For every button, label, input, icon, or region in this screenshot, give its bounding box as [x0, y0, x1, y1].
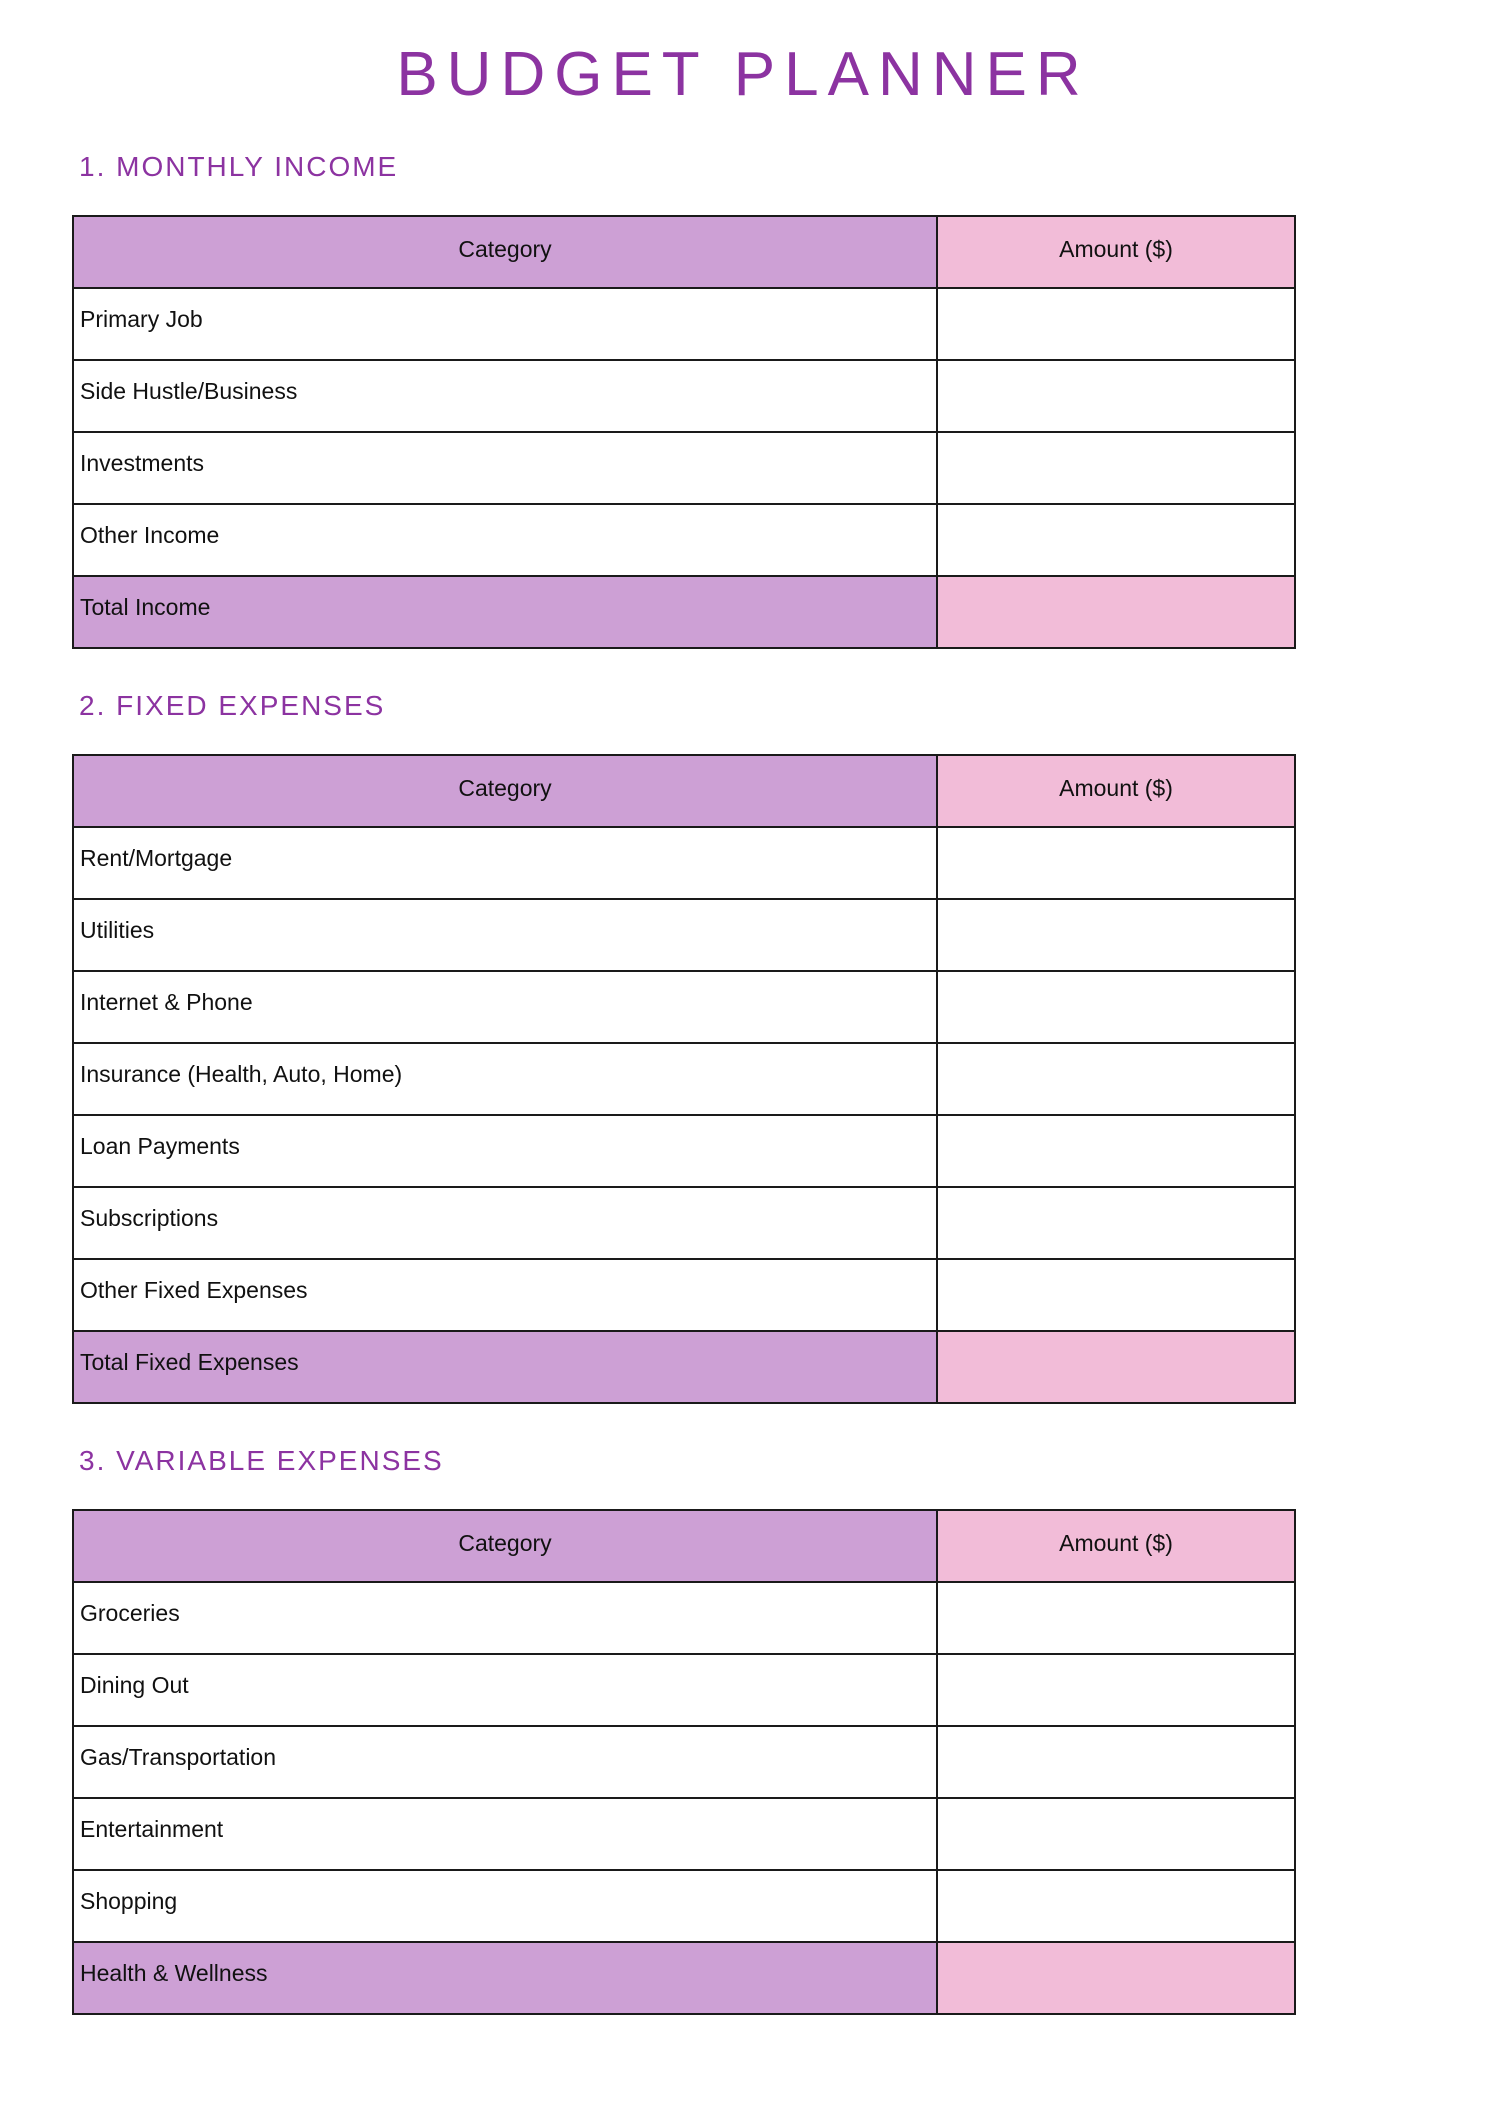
total-label: Total Income	[73, 576, 937, 648]
budget-table	[72, 215, 1296, 649]
category-column-header: Category	[73, 755, 937, 827]
amount-input-cell[interactable]	[937, 432, 1295, 504]
section-heading: 1. MONTHLY INCOME	[79, 151, 399, 182]
budget-section	[72, 1444, 1296, 2015]
amount-column-header: Amount ($)	[937, 216, 1295, 288]
category-cell: Subscriptions	[73, 1187, 937, 1259]
table-row	[73, 432, 1295, 504]
table-row	[73, 504, 1295, 576]
category-column-header: Category	[73, 1510, 937, 1582]
amount-input-cell[interactable]	[937, 504, 1295, 576]
total-amount-cell[interactable]	[937, 576, 1295, 648]
table-row	[73, 899, 1295, 971]
category-cell: Shopping	[73, 1870, 937, 1942]
budget-section	[72, 150, 1296, 649]
amount-input-cell[interactable]	[937, 1798, 1295, 1870]
amount-input-cell[interactable]	[937, 1187, 1295, 1259]
amount-input-cell[interactable]	[937, 1115, 1295, 1187]
amount-input-cell[interactable]	[937, 1870, 1295, 1942]
page-title: BUDGET PLANNER	[396, 40, 1090, 109]
amount-input-cell[interactable]	[937, 1582, 1295, 1654]
category-column-header: Category	[73, 216, 937, 288]
category-cell: Utilities	[73, 899, 937, 971]
amount-input-cell[interactable]	[937, 971, 1295, 1043]
budget-section	[72, 689, 1296, 1404]
amount-input-cell[interactable]	[937, 1654, 1295, 1726]
table-row	[73, 971, 1295, 1043]
amount-column-header: Amount ($)	[937, 755, 1295, 827]
amount-input-cell[interactable]	[937, 899, 1295, 971]
table-header-row	[73, 755, 1295, 827]
total-row	[73, 1942, 1295, 2014]
table-header-row	[73, 1510, 1295, 1582]
total-amount-cell[interactable]	[937, 1942, 1295, 2014]
table-row	[73, 360, 1295, 432]
category-cell: Primary Job	[73, 288, 937, 360]
table-row	[73, 827, 1295, 899]
category-cell: Side Hustle/Business	[73, 360, 937, 432]
amount-input-cell[interactable]	[937, 1726, 1295, 1798]
table-row	[73, 1798, 1295, 1870]
category-cell: Dining Out	[73, 1654, 937, 1726]
total-amount-cell[interactable]	[937, 1331, 1295, 1403]
category-cell: Groceries	[73, 1582, 937, 1654]
table-row	[73, 1654, 1295, 1726]
table-row	[73, 1259, 1295, 1331]
category-cell: Loan Payments	[73, 1115, 937, 1187]
amount-column-header: Amount ($)	[937, 1510, 1295, 1582]
table-row	[73, 1187, 1295, 1259]
category-cell: Gas/Transportation	[73, 1726, 937, 1798]
amount-input-cell[interactable]	[937, 1259, 1295, 1331]
category-cell: Other Income	[73, 504, 937, 576]
budget-table	[72, 754, 1296, 1404]
table-row	[73, 1870, 1295, 1942]
total-label: Total Fixed Expenses	[73, 1331, 937, 1403]
amount-input-cell[interactable]	[937, 827, 1295, 899]
table-header-row	[73, 216, 1295, 288]
amount-input-cell[interactable]	[937, 1043, 1295, 1115]
total-label: Health & Wellness	[73, 1942, 937, 2014]
category-cell: Rent/Mortgage	[73, 827, 937, 899]
table-row	[73, 1115, 1295, 1187]
amount-input-cell[interactable]	[937, 288, 1295, 360]
total-row	[73, 576, 1295, 648]
category-cell: Other Fixed Expenses	[73, 1259, 937, 1331]
table-row	[73, 1582, 1295, 1654]
category-cell: Investments	[73, 432, 937, 504]
section-heading: 3. VARIABLE EXPENSES	[79, 1445, 444, 1476]
table-row	[73, 1726, 1295, 1798]
category-cell: Entertainment	[73, 1798, 937, 1870]
section-heading: 2. FIXED EXPENSES	[79, 690, 386, 721]
category-cell: Internet & Phone	[73, 971, 937, 1043]
budget-table	[72, 1509, 1296, 2015]
table-row	[73, 1043, 1295, 1115]
total-row	[73, 1331, 1295, 1403]
category-cell: Insurance (Health, Auto, Home)	[73, 1043, 937, 1115]
table-row	[73, 288, 1295, 360]
amount-input-cell[interactable]	[937, 360, 1295, 432]
sections-container	[0, 150, 1500, 2015]
